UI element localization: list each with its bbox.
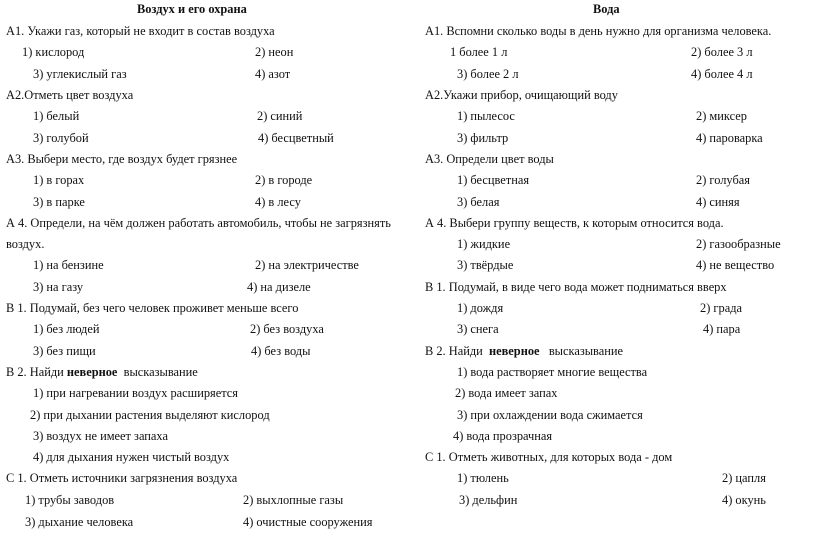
right-a1-option1: 1 более 1 л [450,45,508,59]
right-b1-option3: 3) снега [457,322,499,336]
right-a4-option1: 1) жидкие [457,237,511,251]
left-b1-option4: 4) без воды [251,344,311,358]
left-b2-option1: 1) при нагревании воздух расширяется [33,386,239,400]
right-a1-option4: 4) более 4 л [691,67,753,81]
left-b1-question: В 1. Подумай, без чего человек проживет меньше всего [6,301,299,315]
right-c1-option3: 3) дельфин [459,493,518,507]
right-b2-option1: 1) вода растворяет многие вещества [457,365,648,379]
left-a1-question: А1. Укажи газ, который не входит в состав воздуха [6,24,275,38]
right-b2-question [425,344,623,358]
left-a2-option3: 3) голубой [33,131,89,145]
left-c1-option4: 4) очистные сооружения [243,515,373,529]
left-a3-option4: 4) в лесу [255,195,301,209]
left-b2-option3: 3) воздух не имеет запаха [33,429,168,443]
left-a2-option2: 2) синий [257,109,303,123]
left-a1-option2: 2) неон [255,45,294,59]
left-c1-option1: 1) трубы заводов [25,493,115,507]
left-a2-option4: 4) бесцветный [258,131,334,145]
left-b1-option1: 1) без людей [33,322,100,336]
left-a3-option2: 2) в городе [255,173,313,187]
right-a2-option2: 2) миксер [696,109,747,123]
left-b2-question-post: высказывание [117,365,198,379]
right-b1-option2: 2) града [700,301,742,315]
right-a1-option3: 3) более 2 л [457,67,519,81]
right-a1-option2: 2) более 3 л [691,45,753,59]
left-b2-option4: 4) для дыхания нужен чистый воздух [33,450,230,464]
left-a3-question: А3. Выбери место, где воздух будет грязнее [6,152,238,166]
left-title: Воздух и его охрана [137,2,247,16]
left-a4-option1: 1) на бензине [33,258,104,272]
right-a4-option4: 4) не вещество [696,258,775,272]
left-c1-question: С 1. Отметь источники загрязнения воздуха [6,471,238,485]
left-c1-option2: 2) выхлопные газы [243,493,344,507]
left-a3-option1: 1) в горах [33,173,85,187]
right-b2-question-pre: В 2. Найди [425,344,489,358]
right-a4-option3: 3) твёрдые [457,258,514,272]
right-a2-option3: 3) фильтр [457,131,509,145]
left-c1-option3: 3) дыхание человека [25,515,134,529]
left-b2-question-bold: неверное [66,365,118,379]
left-a1-option4: 4) азот [255,67,291,81]
left-b1-option2: 2) без воздуха [250,322,324,336]
right-a2-question: А2.Укажи прибор, очищающий воду [425,88,618,102]
left-b2-question [6,365,198,379]
right-b2-option2: 2) вода имеет запах [455,386,558,400]
right-c1-option1: 1) тюлень [457,471,509,485]
left-a4-option3: 3) на газу [33,280,84,294]
right-b2-question-post: высказывание [539,344,623,358]
left-a4-option2: 2) на электричестве [255,258,359,272]
right-a4-question: А 4. Выбери группу веществ, к которым относится вода. [425,216,724,230]
left-b2-question-pre: В 2. Найди [6,365,67,379]
right-a4-option2: 2) газообразные [696,237,781,251]
left-a1-option3: 3) углекислый газ [33,67,127,81]
right-a3-option1: 1) бесцветная [457,173,530,187]
right-title: Вода [593,2,620,16]
left-a1-option1: 1) кислород [22,45,85,59]
right-c1-option2: 2) цапля [722,471,766,485]
right-a1-question: А1. Вспомни сколько воды в день нужно для организма человека. [425,24,772,38]
right-a3-option4: 4) синяя [696,195,740,209]
left-a4-option4: 4) на дизеле [247,280,311,294]
left-a4-question-cont: воздух. [6,237,45,251]
left-b1-option3: 3) без пищи [33,344,96,358]
left-b2-option2: 2) при дыхании растения выделяют кислород [30,408,270,422]
right-a3-question: А3. Определи цвет воды [425,152,554,166]
right-a2-option4: 4) пароварка [696,131,763,145]
left-a4-question: А 4. Определи, на чём должен работать автомобиль, чтобы не загрязнять [6,216,391,230]
right-c1-question: С 1. Отметь животных, для которых вода - дом [425,450,673,464]
right-a3-option3: 3) белая [457,195,500,209]
right-b1-option1: 1) дождя [457,301,504,315]
left-a3-option3: 3) в парке [33,195,85,209]
left-a2-question: А2.Отметь цвет воздуха [6,88,134,102]
right-a2-option1: 1) пылесос [457,109,515,123]
right-b1-option4: 4) пара [703,322,741,336]
right-b1-question: В 1. Подумай, в виде чего вода может подниматься вверх [425,280,727,294]
right-b2-question-bold: неверное [488,344,540,358]
left-a2-option1: 1) белый [33,109,80,123]
right-b2-option4: 4) вода прозрачная [453,429,553,443]
right-b2-option3: 3) при охлаждении вода сжимается [457,408,643,422]
right-a3-option2: 2) голубая [696,173,750,187]
right-c1-option4: 4) окунь [722,493,766,507]
